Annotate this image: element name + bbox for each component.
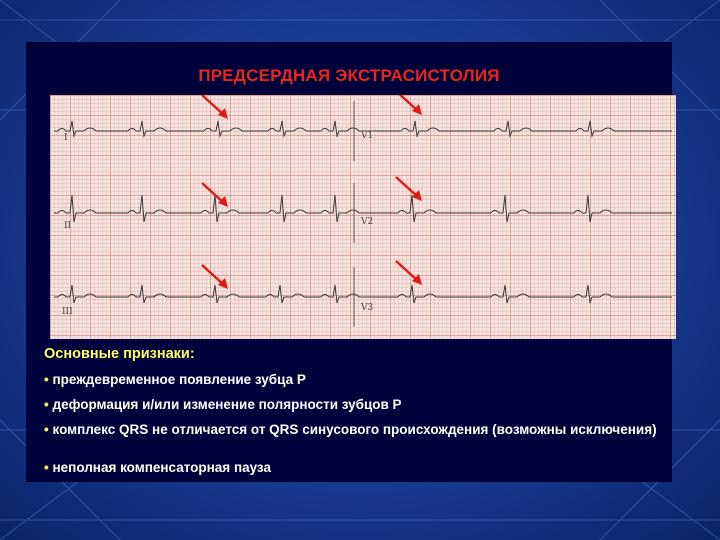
- lead-label-v2: V2: [361, 217, 374, 227]
- slide-panel: [26, 42, 672, 482]
- bullet-icon: •: [44, 372, 49, 387]
- red-arrow-icon: [396, 177, 422, 201]
- feature-text-3: комплекс QRS не отличается от QRS синусового происхождения (возможны исключения): [52, 422, 657, 437]
- lead-label-1: I: [64, 133, 68, 143]
- feature-item-1: [44, 372, 664, 387]
- slide-title: ПРЕДСЕРДНАЯ ЭКСТРАСИСТОЛИЯ: [198, 66, 500, 85]
- red-arrow-icon: [396, 95, 422, 115]
- feature-item-4: [44, 460, 664, 475]
- ecg-trace: [54, 285, 672, 303]
- lead-label-2: II: [64, 221, 72, 231]
- feature-text-4: неполная компенсаторная пауза: [52, 460, 271, 475]
- lead-label-v3: V3: [361, 303, 374, 313]
- feature-item-2: [44, 397, 664, 412]
- red-arrow-icon: [202, 183, 228, 207]
- features-heading: Основные признаки:: [44, 346, 195, 362]
- feature-item-3: [44, 422, 664, 437]
- red-arrow-icon: [396, 261, 422, 285]
- bullet-icon: •: [44, 422, 49, 437]
- feature-text-1: преждевременное появление зубца Р: [52, 372, 306, 387]
- lead-label-v1: V1: [361, 131, 374, 141]
- bullet-icon: •: [44, 460, 49, 475]
- bullet-icon: •: [44, 397, 49, 412]
- lead-label-3: III: [62, 307, 73, 317]
- red-arrow-icon: [202, 95, 228, 119]
- ecg-strip: [50, 95, 676, 339]
- feature-text-2: деформация и/или изменение полярности зубцов Р: [52, 397, 402, 412]
